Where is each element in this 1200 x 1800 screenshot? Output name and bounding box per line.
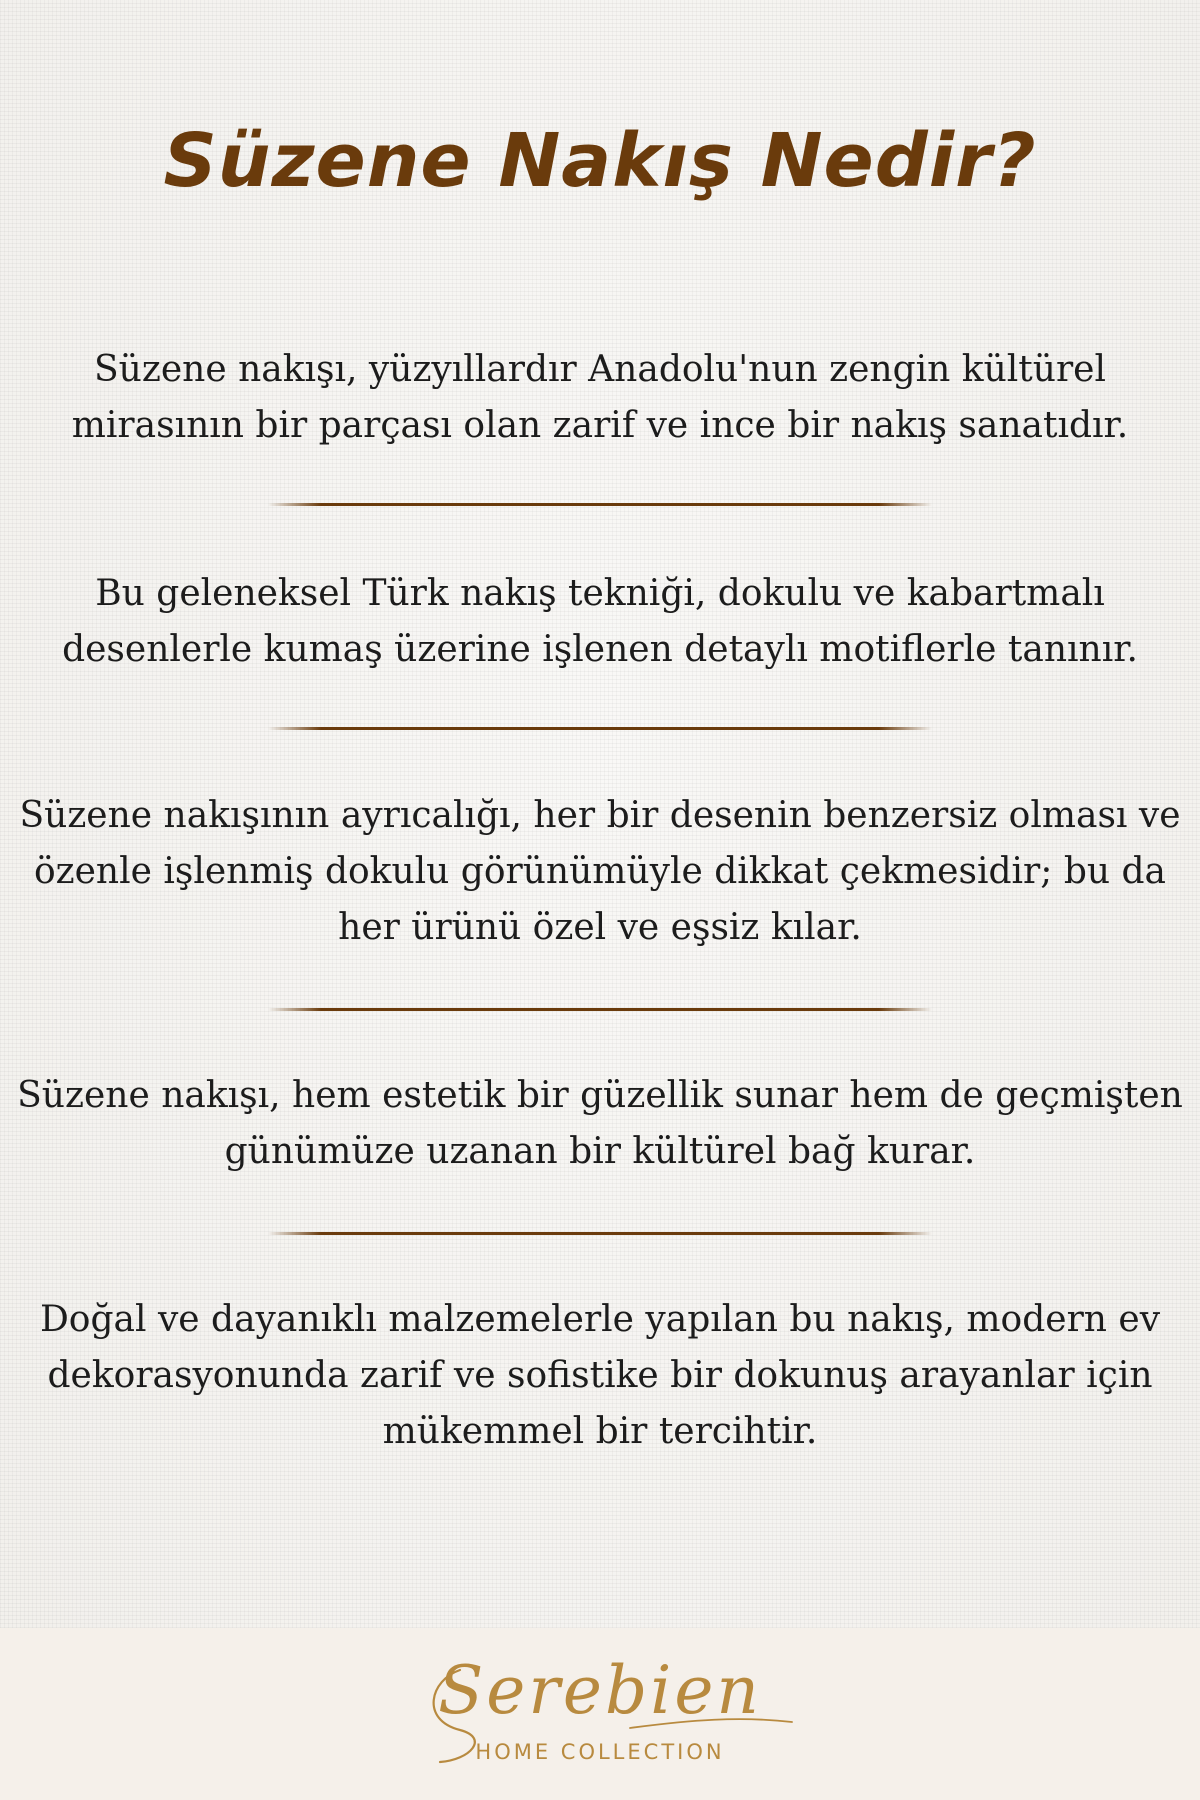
paragraph-3: Süzene nakışının ayrıcalığı, her bir desenin benzersiz olması ve özenle işlenmiş dokulu görünümüyle dikkat çekmesidir; bu da her ürünü özel ve eşsiz kılar. — [19, 795, 1181, 948]
brand-name: Serebien — [438, 1652, 762, 1729]
brand-subtitle: HOME COLLECTION — [475, 1740, 725, 1764]
divider-3 — [268, 1008, 932, 1011]
brand-logo — [400, 1650, 800, 1780]
divider-4 — [268, 1232, 932, 1235]
paragraph-1: Süzene nakışı, yüzyıllardır Anadolu'nun zengin kültürel mirasının bir parçası olan zarif ve ince bir nakış sanatıdır. — [71, 349, 1129, 446]
page-title: Süzene Nakış Nedir? — [163, 118, 1037, 204]
paragraph-2: Bu geleneksel Türk nakış tekniği, dokulu ve kabartmalı desenlerle kumaş üzerine işlenen detaylı motiflerle tanınır. — [62, 573, 1138, 670]
footer — [0, 1628, 1200, 1800]
divider-1 — [268, 503, 932, 506]
paragraph-5: Doğal ve dayanıklı malzemelerle yapılan bu nakış, modern ev dekorasyonunda zarif ve sofistike bir dokunuş arayanlar için mükemmel bir tercihtir. — [39, 1299, 1161, 1452]
paragraph-4: Süzene nakışı, hem estetik bir güzellik sunar hem de geçmişten günümüze uzanan bir kültürel bağ kurar. — [17, 1075, 1183, 1172]
divider-2 — [268, 727, 932, 730]
